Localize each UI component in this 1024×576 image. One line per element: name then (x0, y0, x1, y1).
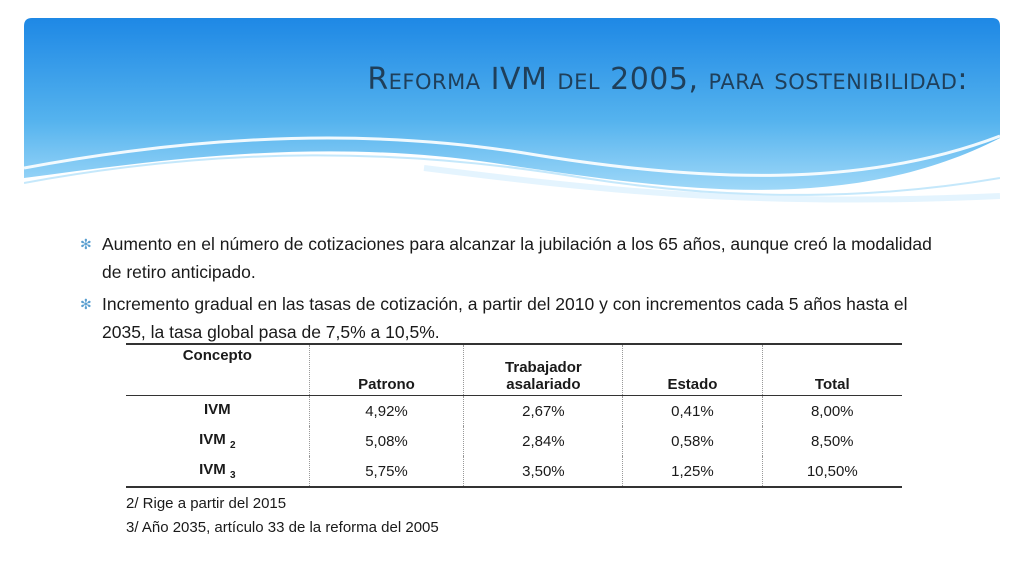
column-header-total: Total (762, 344, 902, 396)
bullet-text: Incremento gradual en las tasas de cotización, a partir del 2010 y con incrementos cada 5 años hasta el 2035, la tasa global pasa de 7,5% a 10,5%. (102, 294, 908, 342)
contribution-rates-table (126, 343, 902, 488)
cell-estado: 0,41% (623, 396, 762, 427)
cell-total: 8,50% (762, 426, 902, 456)
cell-total: 8,00% (762, 396, 902, 427)
column-header-trabajador: Trabajador asalariado (464, 344, 623, 396)
row-concept: IVM (203, 401, 231, 418)
table-row (126, 456, 902, 487)
cell-trabajador: 2,84% (464, 426, 623, 456)
cell-patrono: 5,08% (309, 426, 464, 456)
row-concept: IVM $_2$ (199, 431, 236, 451)
table-row (126, 426, 902, 456)
column-header-concepto: Concepto (126, 344, 309, 396)
header-banner (24, 18, 1000, 218)
column-header-patrono: Patrono (309, 344, 464, 396)
bullet-text: Aumento en el número de cotizaciones para alcanzar la jubilación a los 65 años, aunque creó la modalidad de retiro anticipado. (102, 234, 932, 282)
cell-patrono: 5,75% (309, 456, 464, 487)
asterisk-icon: ✻ (80, 236, 92, 252)
row-concept: IVM $_3$ (126, 456, 309, 487)
footnote: 3/ Año 2035, artículo 33 de la reforma del 2005 (126, 519, 439, 536)
column-header-estado: Estado (623, 344, 762, 396)
table-header-row (126, 344, 902, 396)
cell-patrono: 4,92% (309, 396, 464, 427)
cell-estado: 0,58% (623, 426, 762, 456)
asterisk-icon: ✻ (80, 296, 92, 312)
table-footnotes (126, 492, 439, 540)
bullet-list (80, 230, 950, 350)
table-row (126, 396, 902, 427)
footnote: 2/ Rige a partir del 2015 (126, 495, 287, 512)
cell-trabajador: 3,50% (464, 456, 623, 487)
cell-estado: 1,25% (623, 456, 762, 487)
cell-trabajador: 2,67% (464, 396, 623, 427)
cell-total: 10,50% (762, 456, 902, 487)
bullet-item (80, 230, 950, 286)
bullet-item (80, 290, 950, 346)
slide-title: Reforma IVM del 2005, para sostenibilidad: (367, 62, 968, 97)
